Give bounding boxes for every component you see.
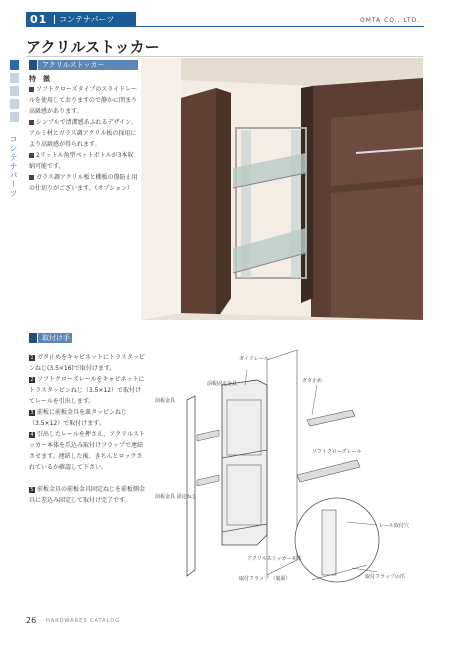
side-index-block: [10, 112, 19, 122]
install-step: 2 ソフトクローズレールをキャビネットにトラスタッピンねじ（3.5×12）で取付けてレールを引出します。: [29, 376, 145, 405]
page-title: アクリルストッカー: [26, 38, 160, 56]
section-label-install: 取付け手順: [38, 333, 72, 343]
step-number: 4: [30, 431, 34, 438]
bullet-icon: [29, 120, 34, 125]
chapter-category: コンテナパーツ: [59, 15, 115, 24]
step-number: 5: [30, 486, 34, 493]
title-rule: [26, 56, 423, 57]
brand-name: OMTA CO., LTD.: [360, 17, 421, 24]
install-step: 1 ガタ止めをキャビネットにトラスタッピンねじ(3.5×16)で取付けます。: [29, 354, 145, 372]
step-number: 1: [30, 354, 34, 361]
features-heading: 特 徴: [29, 75, 50, 83]
feature-item: ソフトクローズタイプのスライドレールを使用しておりますので静かに閉まり高級感があります。: [29, 86, 138, 115]
label-front-plate: 前板金具: [155, 398, 176, 404]
product-photo: [141, 58, 423, 320]
label-front-bracket: 前板固定金具: [207, 381, 238, 387]
side-index-active: [10, 60, 19, 70]
section-marker: [29, 333, 37, 343]
install-step: 4 引出したレールを押さえ、アクリルストッカー本体を爪込み取付けフラップで連結させます。連結した後、きちんとロックされているか確認して下さい。: [29, 431, 145, 471]
label-bracket-screw: 前板金具 固定ねじ: [155, 494, 197, 500]
label-stopper: ガタ止め: [302, 378, 323, 384]
label-guide-rail: ガイドレール: [239, 356, 269, 362]
chapter-number: 01: [30, 13, 48, 26]
label-flap-hole: 取付フラップの爪: [365, 574, 405, 580]
side-label: コンテナパーツ: [9, 135, 18, 198]
step-number: 3: [30, 409, 34, 416]
feature-item: ガラス調アクリル板と棚板の傷防止用の仕切りがございます。（オプション）: [29, 174, 138, 192]
bullet-icon: [29, 153, 34, 158]
side-index-block: [10, 86, 19, 96]
side-index-block: [10, 73, 19, 83]
bullet-icon: [29, 87, 34, 92]
section-marker: [29, 60, 37, 70]
installation-diagram: [147, 340, 423, 592]
install-step: 5 前板金具の前板金具固定ねじを前板側金具に差込み固定して取付け完了です。: [29, 486, 146, 504]
footer-text: HARDWARES CATALOG: [46, 618, 121, 624]
install-step: 3 前板に前板金具を皿タッピンねじ（3.5×12）で取付けます。: [29, 409, 128, 427]
step-number: 2: [30, 376, 34, 383]
label-flap: 取付フラップ （裏面）: [239, 576, 291, 582]
feature-item: シンプルで清潔感あふれるデザイン。アルミ材とガラス調アクリル板の採用により高級感が得られます。: [29, 119, 137, 148]
header-separator: [54, 15, 55, 24]
label-rail-hole: レール取付穴: [379, 523, 409, 529]
label-body: アクリルストッカー本体: [247, 556, 302, 562]
bullet-icon: [29, 175, 34, 180]
section-label-features: アクリルストッカー: [38, 60, 138, 70]
label-soft-rail: ソフトクローズレール: [312, 449, 362, 455]
side-index-block: [10, 99, 19, 109]
page-number: 26: [26, 616, 37, 625]
header-rule: [136, 26, 424, 27]
feature-item: 2リットル角型ペットボトルが3本収納可能です。: [29, 152, 134, 170]
